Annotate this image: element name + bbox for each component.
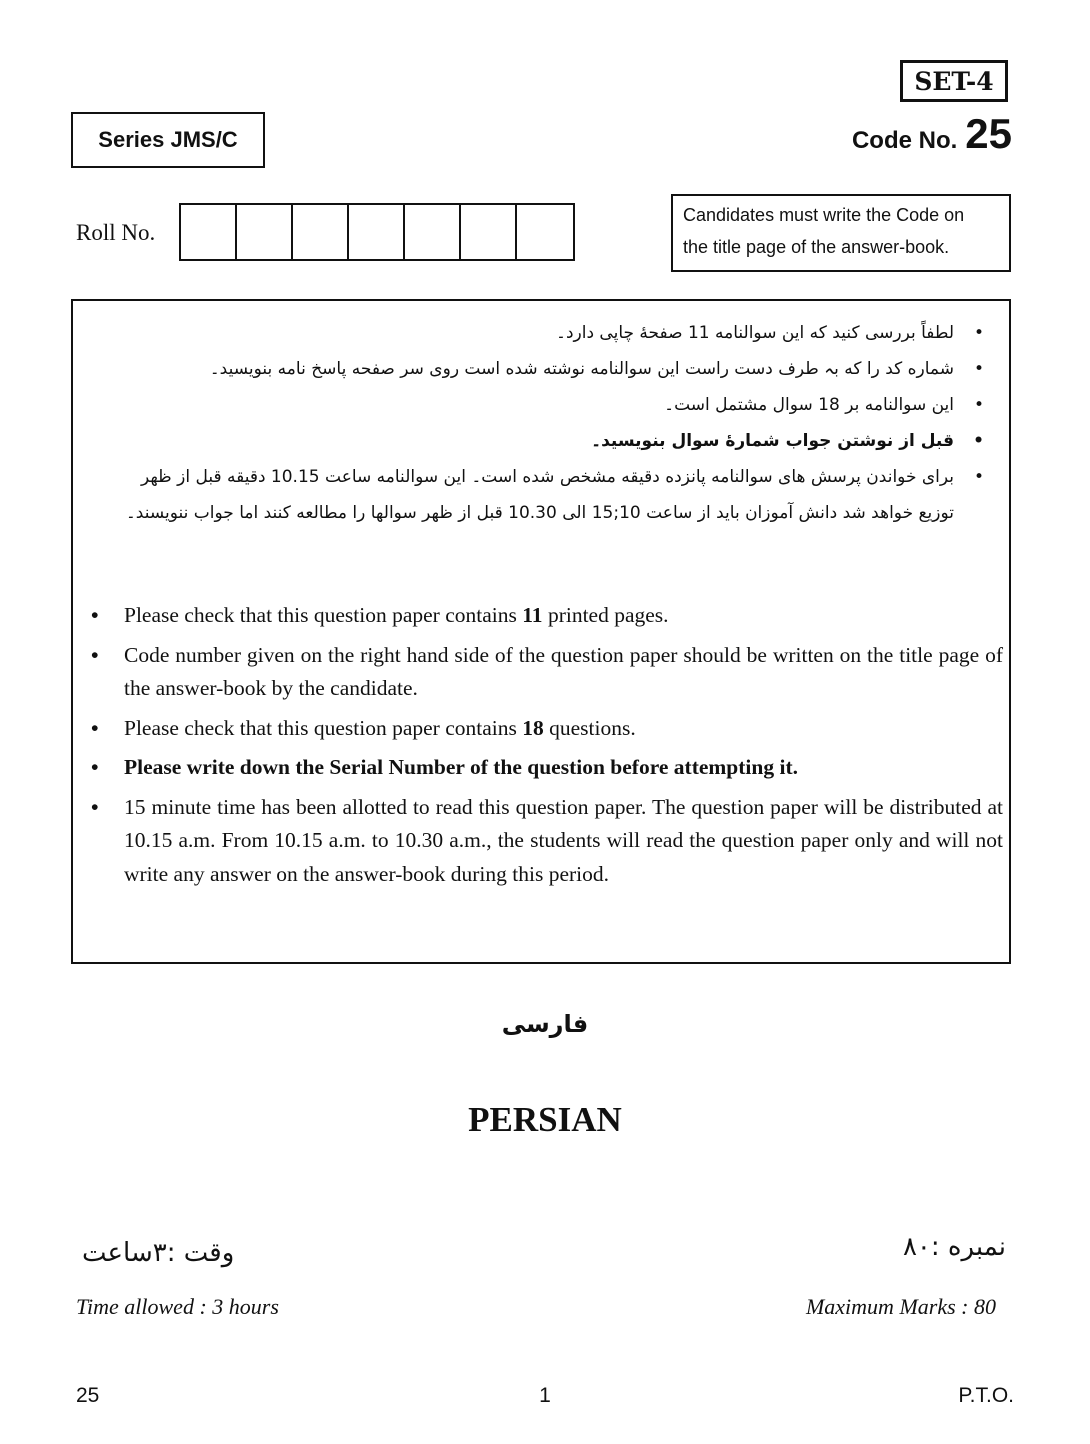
english-instruction: • Please check that this question paper contains 18 questions. — [91, 715, 636, 740]
candidates-note-line: the title page of the answer-book. — [683, 237, 950, 257]
roll-cell — [461, 205, 517, 259]
footer-pto: P.T.O. — [958, 1384, 1014, 1407]
persian-instruction: • شماره کد را که بہ طرف دست راست این سوالنامه نوشته شده است روی سر صفحه پاسخ نامه بنویسید۔ — [209, 359, 984, 379]
code-label: Code No. — [851, 127, 958, 154]
subject-title: PERSIAN — [468, 1100, 622, 1139]
persian-instruction: • این سوالنامه بر 18 سوال مشتمل است۔ — [664, 395, 984, 415]
english-instruction: • Code number given on the right hand side of the question paper should be written on the title page of the answer-book by the candidate. — [91, 642, 1003, 700]
roll-cell — [517, 205, 573, 259]
english-instruction: • Please write down the Serial Number of the question before attempting it. — [91, 755, 798, 779]
persian-instruction: • قبل از نوشتن جواب شمارهٔ سوال بنویسید۔ — [591, 431, 984, 451]
series-label: Series JMS/C — [71, 112, 265, 168]
code-number-line — [852, 110, 1012, 160]
roll-label: Roll No. — [76, 220, 156, 245]
roll-cell — [405, 205, 461, 259]
persian-instruction: • برای خواندن پرسش های سوالنامه پانزده دقیقه مشخص شده است۔ این سوالنامه ساعت 10.15 دقیقه قبل از ظهر توزیع خواهد شد دانش آموزان باید از ساعت 10;15 الی 10.30 قبل از ظهر سوالها را مطالعه کنند اما جواب ننویسند۔ — [125, 467, 984, 523]
subject-farsi: فارسی — [501, 1010, 589, 1038]
candidates-note-line: Candidates must write the Code on — [683, 205, 965, 225]
persian-instruction: • لطفاً بررسی کنید که این سوالنامه 11 صفحهٔ چاپی دارد۔ — [555, 323, 984, 343]
instructions-box — [71, 299, 1011, 964]
roll-cell — [293, 205, 349, 259]
roll-cell — [349, 205, 405, 259]
code-number: 25 — [965, 110, 1012, 157]
max-marks-urdu: نمبره :۸۰ — [902, 1232, 1006, 1262]
page-number: 1 — [539, 1384, 551, 1407]
roll-cell — [237, 205, 293, 259]
english-instruction: • 15 minute time has been allotted to read this question paper. The question paper will be distributed at 10.15 a.m. From 10.15 a.m. to 10.30 a.m., the students will read the question paper only and will not write any answer on the answer-book during this period. — [91, 794, 1003, 886]
roll-cell — [181, 205, 237, 259]
candidates-note — [671, 194, 1011, 272]
time-allowed-urdu: وقت :۳ساعت — [82, 1238, 235, 1268]
persian-instructions — [123, 315, 984, 531]
time-allowed: Time allowed : 3 hours — [76, 1294, 279, 1319]
set-label: SET-4 — [900, 60, 1008, 102]
roll-number-boxes — [179, 203, 575, 261]
footer-code: 25 — [76, 1384, 100, 1407]
english-instructions — [87, 599, 1003, 897]
max-marks: Maximum Marks : 80 — [805, 1294, 996, 1319]
english-instruction: • Please check that this question paper contains 11 printed pages. — [91, 603, 669, 627]
